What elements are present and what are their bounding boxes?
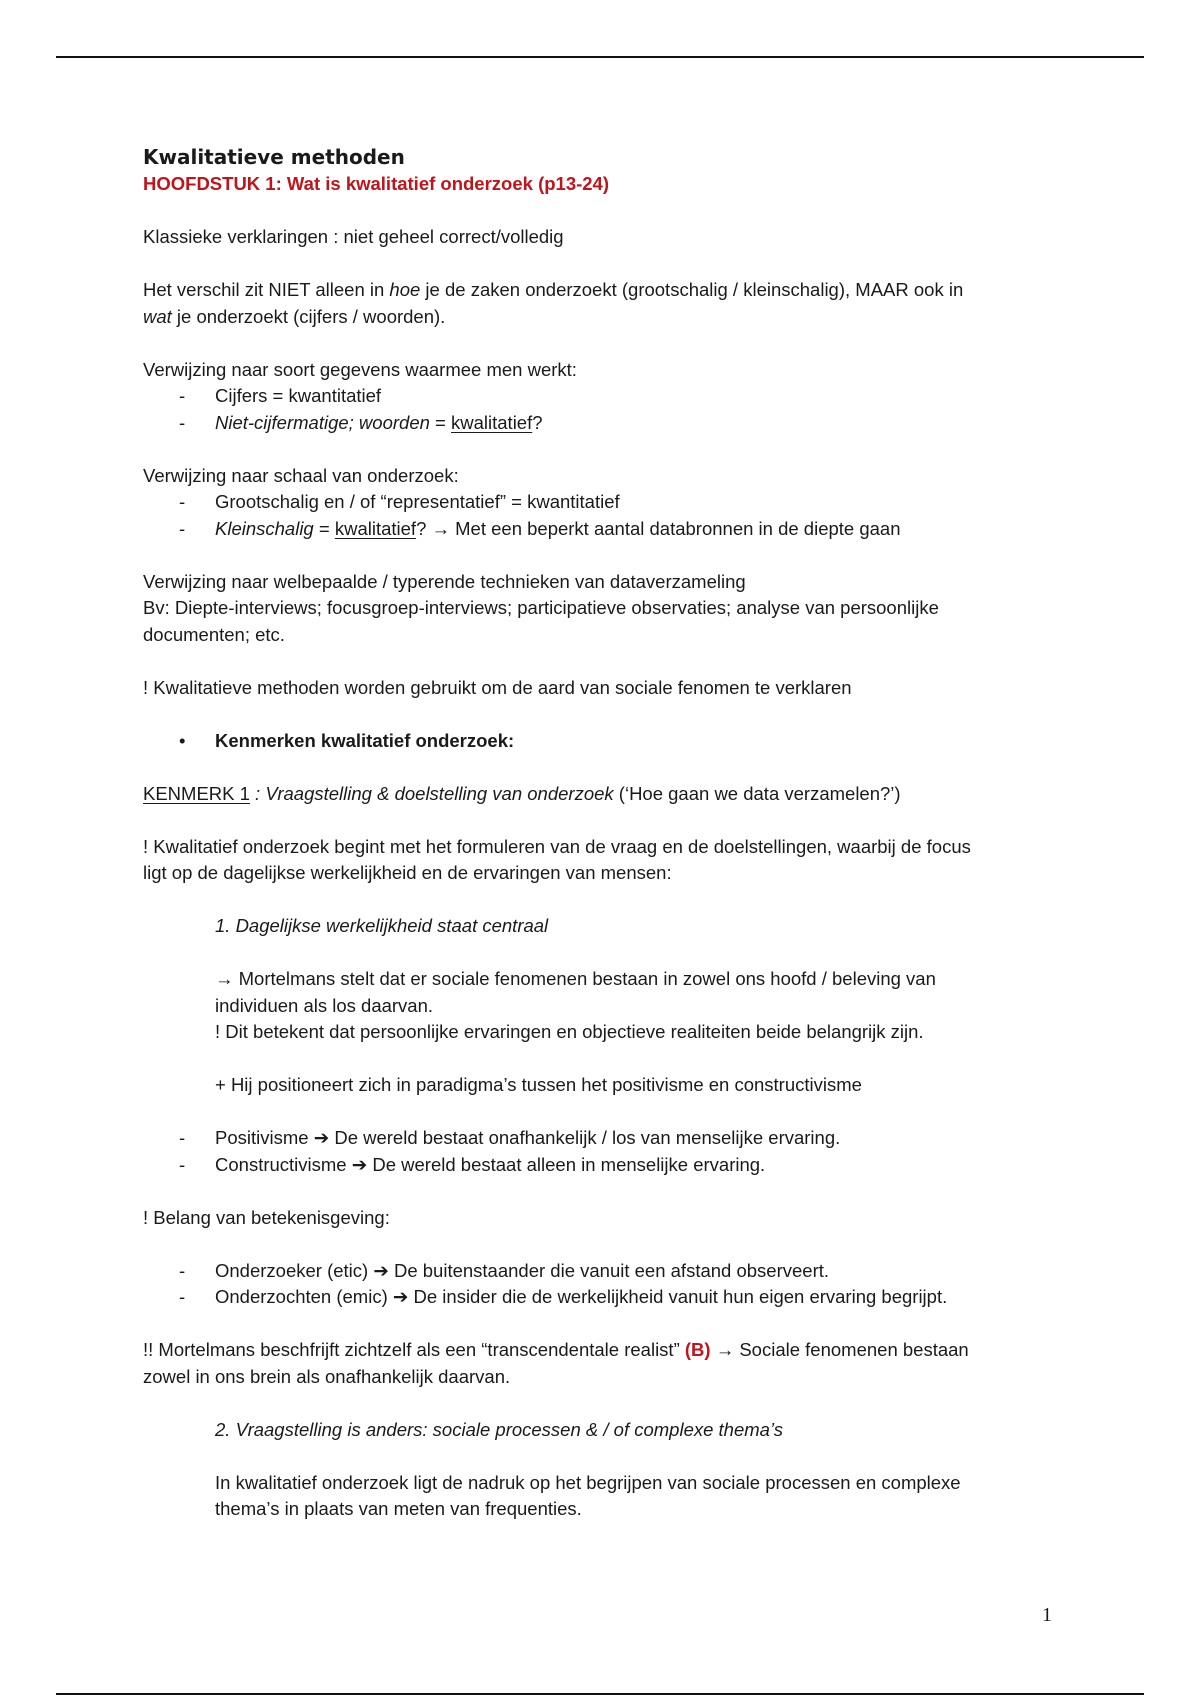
document-title: Kwalitatieve methoden: [143, 145, 405, 169]
paradigm-position: + Hij positioneert zich in paradigma’s tussen het positivisme en constructivisme: [215, 1074, 862, 1095]
note-research-line2: ligt op de dagelijkse werkelijkheid en de ervaringen van mensen:: [143, 862, 672, 883]
subheading-question-different: 2. Vraagstelling is anders: sociale processen & / of complexe thema’s: [215, 1418, 783, 1440]
header-rule: [56, 56, 1144, 58]
note-transcendental-line2: zowel in ons brein als onafhankelijk daarvan.: [143, 1365, 511, 1387]
list-item: - Kleinschalig = kwalitatief? → Met een beperkt aantal databronnen in de diepte gaan: [179, 517, 901, 539]
paragraph-classic: Klassieke verklaringen : niet geheel correct/volledig: [143, 226, 564, 247]
list-item: - Grootschalig en / of “representatief” = kwantitatief: [179, 491, 620, 512]
mortelmans-line1: → Mortelmans stelt dat er sociale fenomenen bestaan in zowel ons hoofd / beleving van: [215, 968, 936, 989]
subheading-daily-reality: 1. Dagelijkse werkelijkheid staat centraal: [215, 915, 549, 936]
section-techniques-line2: Bv: Diepte-interviews; focusgroep-interviews; participatieve observaties; analyse van persoonlijke: [143, 597, 939, 618]
paragraph-difference-line1: Het verschil zit NIET alleen in hoe je de zaken onderzoekt (grootschalig / kleinschalig), MAAR ook in: [143, 279, 964, 300]
page-number: 1: [1042, 1604, 1052, 1626]
paragraph-difference-line2: wat je onderzoekt (cijfers / woorden).: [143, 305, 446, 327]
note-research-line1: ! Kwalitatief onderzoek begint met het formuleren van de vraag en de doelstellingen, waarbij de focus: [143, 835, 971, 857]
list-item: - Niet-cijfermatige; woorden = kwalitatief?: [179, 411, 543, 433]
note-transcendental-line1: !! Mortelmans beschfrijft zichtzelf als een “transcendentale realist” (B) → Sociale fenomenen bestaan: [143, 1339, 969, 1360]
bullet-heading-characteristics: • Kenmerken kwalitatief onderzoek:: [143, 728, 1063, 755]
list-item: - Cijfers = kwantitatief: [179, 385, 382, 406]
closing-line2: thema’s in plaats van meten van frequenties.: [215, 1498, 582, 1519]
closing-line1: In kwalitatief onderzoek ligt de nadruk op het begrijpen van sociale processen en complexe: [215, 1471, 961, 1493]
list-item: - Positivisme ➔ De wereld bestaat onafhankelijk / los van menselijke ervaring.: [179, 1127, 841, 1148]
document-body: [143, 143, 1063, 1523]
chapter-heading: HOOFDSTUK 1: Wat is kwalitatief onderzoek (p13-24): [143, 173, 610, 194]
section-techniques-line3: documenten; etc.: [143, 623, 285, 645]
footer-rule: [56, 1693, 1144, 1695]
list-item: - Constructivisme ➔ De wereld bestaat alleen in menselijke ervaring.: [179, 1153, 766, 1175]
bullet-dot: •: [179, 729, 186, 751]
section-scale-heading: Verwijzing naar schaal van onderzoek:: [143, 464, 459, 486]
list-item: - Onderzochten (emic) ➔ De insider die de werkelijkheid vanuit hun eigen ervaring begrijpt.: [179, 1286, 948, 1307]
list-item: - Onderzoeker (etic) ➔ De buitenstaander die vanuit een afstand observeert.: [179, 1259, 830, 1281]
section-data-type-heading: Verwijzing naar soort gegevens waarmee men werkt:: [143, 358, 577, 380]
section-techniques-line1: Verwijzing naar welbepaalde / typerende technieken van dataverzameling: [143, 570, 746, 592]
note-social-phenomena: ! Kwalitatieve methoden worden gebruikt om de aard van sociale fenomen te verklaren: [143, 676, 852, 698]
note-meaning-making: ! Belang van betekenisgeving:: [143, 1206, 390, 1228]
characteristic-1-heading: KENMERK 1 : Vraagstelling & doelstelling van onderzoek (‘Hoe gaan we data verzamelen?’): [143, 782, 901, 804]
mortelmans-line2: individuen als los daarvan.: [215, 994, 434, 1016]
mortelmans-line3: ! Dit betekent dat persoonlijke ervaringen en objectieve realiteiten beide belangrijk zijn.: [215, 1021, 924, 1042]
